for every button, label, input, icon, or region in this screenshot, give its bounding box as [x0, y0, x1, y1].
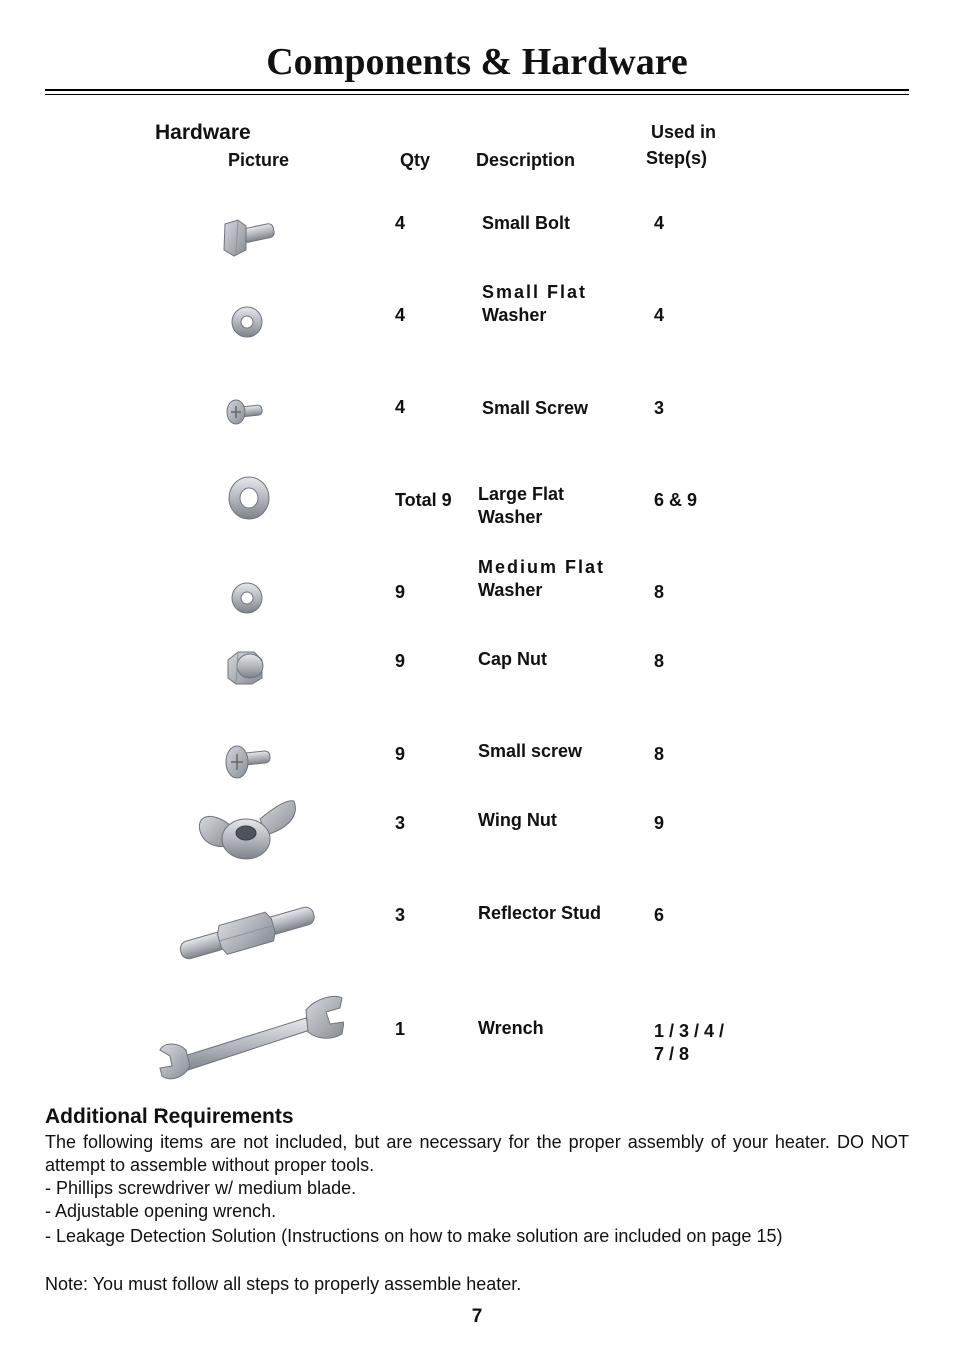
- row-2-steps: 4: [654, 305, 665, 325]
- row-5-steps: 8: [654, 582, 665, 602]
- row-2-qty: 4: [395, 305, 406, 325]
- page-title: Components & Hardware: [266, 41, 688, 83]
- title-rule-thin: [45, 94, 909, 95]
- row-6-description: Cap Nut: [478, 649, 547, 669]
- row-8-steps: 9: [654, 813, 665, 833]
- row-3-steps: 3: [654, 398, 665, 418]
- row-7-description: Small screw: [478, 741, 583, 761]
- header-qty: Qty: [400, 150, 431, 170]
- row-9-steps: 6: [654, 905, 665, 925]
- row-5-qty: 9: [395, 582, 406, 602]
- header-steps: Step(s): [646, 148, 708, 168]
- hardware-section-title: Hardware: [155, 121, 251, 144]
- requirement-item: - Leakage Detection Solution (Instructions on how to make solution are included on page 15): [45, 1226, 783, 1246]
- row-8-description: Wing Nut: [478, 810, 557, 830]
- medium-flat-washer-icon: [228, 580, 266, 616]
- row-2-description-line2: Washer: [482, 305, 547, 325]
- row-5-description-line1: Medium Flat: [478, 557, 606, 577]
- wing-nut-icon: [194, 795, 302, 865]
- small-screw-icon: [224, 396, 264, 430]
- row-10-steps-line1: 1 / 3 / 4 /: [654, 1021, 725, 1041]
- header-used-in: Used in: [651, 122, 717, 142]
- row-8-qty: 3: [395, 813, 406, 833]
- header-description: Description: [476, 150, 576, 170]
- row-10-qty: 1: [395, 1019, 406, 1039]
- cap-nut-icon: [224, 646, 268, 688]
- row-4-description-line2: Washer: [478, 507, 543, 527]
- large-flat-washer-icon: [224, 474, 274, 522]
- title-rule-thick: [45, 89, 909, 91]
- row-9-description: Reflector Stud: [478, 903, 602, 923]
- small-flat-washer-icon: [228, 304, 266, 340]
- row-1-description: Small Bolt: [482, 213, 571, 233]
- row-3-description: Small Screw: [482, 398, 589, 418]
- wrench-icon: [156, 992, 344, 1086]
- reflector-stud-icon: [174, 896, 320, 968]
- row-1-qty: 4: [395, 213, 406, 233]
- row-1-steps: 4: [654, 213, 665, 233]
- row-10-steps-line2: 7 / 8: [654, 1044, 690, 1064]
- page-number: 7: [471, 1306, 483, 1327]
- row-9-qty: 3: [395, 905, 406, 925]
- row-4-steps: 6 & 9: [654, 490, 698, 510]
- row-3-qty: 4: [395, 397, 406, 417]
- row-7-steps: 8: [654, 744, 665, 764]
- row-4-description-line1: Large Flat: [478, 484, 565, 504]
- row-6-qty: 9: [395, 651, 406, 671]
- requirement-item: - Adjustable opening wrench.: [45, 1201, 277, 1221]
- header-picture: Picture: [228, 150, 290, 170]
- row-4-qty: Total 9: [395, 490, 452, 510]
- requirements-note: Note: You must follow all steps to properly assemble heater.: [45, 1274, 522, 1294]
- small-bolt-icon: [220, 212, 280, 260]
- requirements-title: Additional Requirements: [45, 1105, 294, 1128]
- requirements-intro: The following items are not included, but are necessary for the proper assembly of your heater. DO NOT attempt to assemble without proper tools.: [45, 1132, 909, 1175]
- row-7-qty: 9: [395, 744, 406, 764]
- row-2-description-line1: Small Flat: [482, 282, 588, 302]
- requirement-item: - Phillips screwdriver w/ medium blade.: [45, 1178, 357, 1198]
- row-5-description-line2: Washer: [478, 580, 543, 600]
- row-6-steps: 8: [654, 651, 665, 671]
- row-10-description: Wrench: [478, 1018, 544, 1038]
- small-screw-icon: [222, 740, 272, 784]
